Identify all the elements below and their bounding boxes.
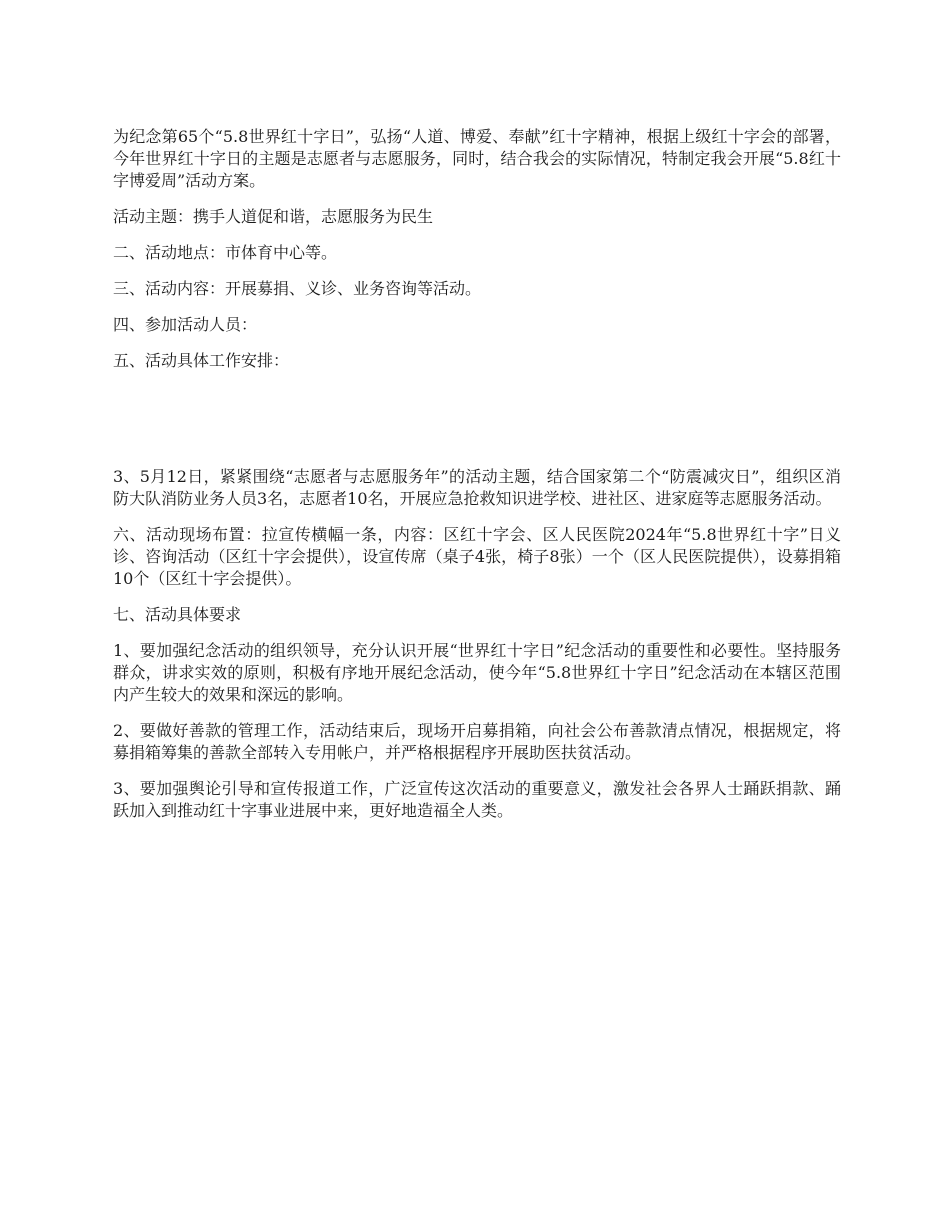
activity-content: 三、活动内容：开展募捐、义诊、业务咨询等活动。	[113, 279, 482, 298]
arrangement-item-3: 3、5月12日，紧紧围绕“志愿者与志愿服务年”的活动主题，结合国家第二个“防震减灾日”，组织区消防大队消防业务人员3名，志愿者10名，开展应急抢救知识进学校、进社区、进家庭等志愿服务活动。	[113, 467, 841, 508]
blank-gap	[113, 386, 841, 466]
intro-paragraph: 为纪念第65个“5.8世界红十字日”，弘扬“人道、博爱、奉献”红十字精神，根据上级红十字会的部署，今年世界红十字日的主题是志愿者与志愿服务，同时，结合我会的实际情况，特制定我会开展“5.8红十字博爱周”活动方案。	[113, 127, 841, 190]
requirement-item-2: 2、要做好善款的管理工作，活动结束后，现场开启募捐箱，向社会公布善款清点情况，根据规定，将募捐箱筹集的善款全部转入专用帐户，并严格根据程序开展助医扶贫活动。	[113, 721, 841, 762]
document-body	[113, 126, 841, 836]
requirements-heading: 七、活动具体要求	[113, 605, 242, 624]
activity-location: 二、活动地点：市体育中心等。	[113, 243, 338, 262]
participants-heading: 四、参加活动人员：	[113, 315, 258, 334]
activity-theme: 活动主题：携手人道促和谐，志愿服务为民生	[113, 207, 434, 226]
site-layout-paragraph: 六、活动现场布置：拉宣传横幅一条，内容：区红十字会、区人民医院2024年“5.8世界红十字”日义诊、咨询活动（区红十字会提供），设宣传席（桌子4张，椅子8张）一个（区人民医院提供），设募捐箱10个（区红十字会提供）。	[113, 525, 841, 588]
work-arrangement-heading: 五、活动具体工作安排：	[113, 351, 290, 370]
requirement-item-1: 1、要加强纪念活动的组织领导，充分认识开展“世界红十字日”纪念活动的重要性和必要性。坚持服务群众，讲求实效的原则，积极有序地开展纪念活动，使今年“5.8世界红十字日”纪念活动在本辖区范围内产生较大的效果和深远的影响。	[113, 641, 841, 704]
requirement-item-3: 3、要加强舆论引导和宣传报道工作，广泛宣传这次活动的重要意义，激发社会各界人士踊跃捐款、踊跃加入到推动红十字事业进展中来，更好地造福全人类。	[113, 779, 841, 820]
